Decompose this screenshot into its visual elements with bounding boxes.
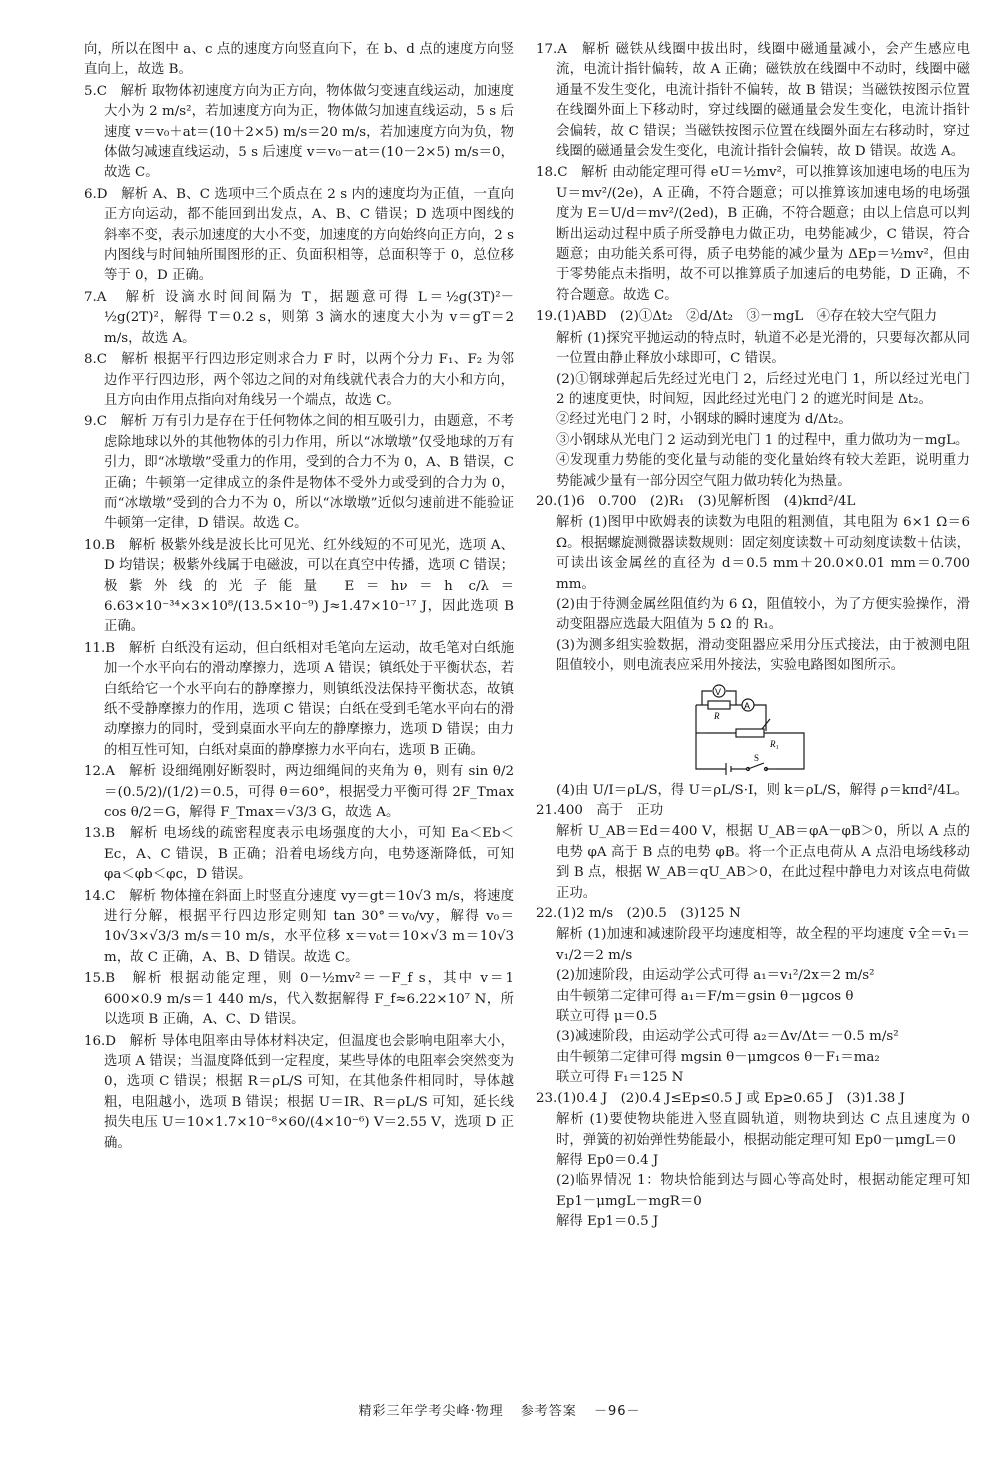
answer-intro: 向，所以在图中 a、c 点的速度方向竖直向下，在 b、d 点的速度方向竖直向上，故选 B。 xyxy=(84,42,514,78)
right-column xyxy=(536,40,970,1233)
answer-22-explain-6: 由牛顿第二定律可得 mgsin θ－μmgcos θ－F₁＝ma₂ xyxy=(556,1049,880,1065)
answer-23-explain-4: 解得 Ep1＝0.5 J xyxy=(556,1214,659,1230)
answer-22-explain-4: 联立可得 μ＝0.5 xyxy=(556,1009,658,1025)
page-number: －96－ xyxy=(593,1404,641,1419)
answer-19-explain-2: (2)①钢球弹起后先经过光电门 2，后经过光电门 1，所以经过光电门 2 的速度更快，时间短，因此经过光电门 2 的遮光时间是 Δt₂。 xyxy=(556,371,970,407)
answer-10: 10.B 解析 极紫外线是波长比可见光、红外线短的不可见光，选项 A、D 均错误；极紫外线属于电磁波，可以在真空中传播，选项 C 错误；极紫外线的光子能量 E＝hν＝h c/λ＝6.63×10⁻³⁴×3×10⁸/(13.5×10⁻⁹) J≈1.47×10⁻¹⁷ J，因此选项 B 正确。 xyxy=(84,537,514,635)
answer-22-explain-2: (2)加速阶段，由运动学公式可得 a₁＝v₁²/2x＝2 m/s² xyxy=(556,968,875,984)
answer-23-explain-1: 解析 (1)要使物块能进入竖直圆轨道，则物块到达 C 点且速度为 0 时，弹簧的初始弹性势能最小，根据动能定理可知 Ep0－μmgL＝0 xyxy=(556,1112,970,1148)
answer-19-explain-3: ②经过光电门 2 时，小钢球的瞬时速度为 d/Δt₂。 xyxy=(556,412,852,428)
answer-13: 13.B 解析 电场线的疏密程度表示电场强度的大小，可知 Ea＜Eb＜Ec，A、C 错误，B 正确；沿着电场线方向，电势逐渐降低，可知 φa＜φb＜φc，D 错误。 xyxy=(84,826,514,883)
answer-18: 18.C 解析 由动能定理可得 eU＝½mv²，可以推算该加速电场的电压为 U＝mv²/(2e)，A 正确，不符合题意；可以推算该加速电场的电场强度为 E＝U/d＝mv²/(2ed)，B 正确，不符合题意；由以上信息可以判断出运动过程中质子所受静电力做正功，电势能减少，C 错误，符合题意；由功能关系可得，质子电势能的减少量为 ΔEp＝½mv²，但由于零势能点未指明，故不可以推算质子加速后的电势能，D 正确，不符合题意。故选 C。 xyxy=(536,165,970,303)
footer-book-title: 精彩三年学考尖峰·物理 xyxy=(358,1404,504,1419)
answer-22-explain-5: (3)减速阶段，由运动学公式可得 a₂＝Δv/Δt＝－0.5 m/s² xyxy=(556,1029,899,1045)
answer-6: 6.D 解析 A、B、C 选项中三个质点在 2 s 内的速度均为正值，一直向正方向运动，都不能回到出发点，A、B、C 错误；D 选项中图线的斜率不变，表示加速度的大小不变，加速度的方向始终向正方向，2 s 内图线与时间轴所围图形的正、负面积相等，总面积等于 0，总位移等于 0，D 正确。 xyxy=(84,186,514,284)
answer-20-explain-2: (2)由于待测金属丝阻值约为 6 Ω，阻值较小，为了方便实验操作，滑动变阻器应选最大阻值为 5 Ω 的 R₁。 xyxy=(556,596,970,633)
answer-19-explain-4: ③小钢球从光电门 2 运动到光电门 1 的过程中，重力做功为－mgL。 xyxy=(556,432,969,448)
answer-14: 14.C 解析 物体撞在斜面上时竖直分速度 vy＝gt＝10√3 m/s，将速度进行分解，根据平行四边形定则知 tan 30°＝v₀/vy，解得 v₀＝10√3×√3/3 m/s＝10 m/s，水平位移 x＝v₀t＝10×√3 m＝10√3 m，故 C 正确，A、B、D 错误。故选 C。 xyxy=(84,888,514,965)
answer-9: 9.C 解析 万有引力是存在于任何物体之间的相互吸引力，由题意，不考虑除地球以外的其他物体的引力作用，所以“冰墩墩”仅受地球的万有引力，即“冰墩墩”受重力的作用，受到的合力不为 0，A、B 错误，C 正确；牛顿第一定律成立的条件是物体不受外力或受到的合力为 0，而“冰墩墩”受到的合力不为 0，所以“冰墩墩”近似匀速前进不能验证牛顿第一定律，D 错误。故选 C。 xyxy=(84,414,514,532)
ammeter-label: A xyxy=(744,700,751,711)
answer-5: 5.C 解析 取物体初速度方向为正方向，物体做匀变速直线运动，加速度大小为 2 m/s²，若加速度方向为正，物体做匀加速直线运动，5 s 后速度 v＝v₀＋at＝(10＋2×5) m/s＝20 m/s，若加速度方向为负，物体做匀减速直线运动，5 s 后速度 v＝v₀－at＝(10－2×5) m/s＝0，故选 C。 xyxy=(84,83,514,181)
answer-21-key: 21.400 高于 正功 xyxy=(536,803,664,818)
circuit-diagram xyxy=(686,683,816,775)
answer-17: 17.A 解析 磁铁从线圈中拔出时，线圈中磁通量减小，会产生感应电流，电流计指针偏转，故 A 正确；磁铁放在线圈中不动时，线圈中磁通量不发生变化，电流计指针不偏转，故 B 错误；当磁铁按图示位置在线圈外面上下移动时，穿过线圈的磁通量会发生变化，电流计指针会偏转，故 C 错误；当磁铁按图示位置在线圈外面左右移动时，穿过线圈的磁通量会发生变化，电流计指针会偏转，故 D 错误。故选 A。 xyxy=(536,42,970,160)
page-footer xyxy=(0,1400,999,1419)
answer-12: 12.A 解析 设细绳刚好断裂时，两边细绳间的夹角为 θ，则有 sin θ/2＝(0.5/2)/(1/2)＝0.5，可得 θ＝60°，根据受力平衡可得 2F_Tmax cos θ/2＝G，解得 F_Tmax＝√3/3 G，故选 A。 xyxy=(84,764,514,821)
answer-11: 11.B 解析 白纸没有运动，但白纸相对毛笔向左运动，故毛笔对白纸施加一个水平向右的滑动摩擦力，选项 A 错误；镇纸处于平衡状态，若白纸给它一个水平向右的静摩擦力，则镇纸没法保持平衡状态，故镇纸不受静摩擦力的作用，选项 C 错误；白纸在受到毛笔水平向右的滑动摩擦力的同时，受到桌面水平向左的静摩擦力，选项 D 错误；由力的相互性可知，白纸对桌面的静摩擦力水平向右，选项 B 正确。 xyxy=(84,640,514,758)
answer-19-key: 19.(1)ABD (2)①Δt₂ ②d/Δt₂ ③－mgL ④存在较大空气阻力 xyxy=(536,309,938,325)
answer-22-key: 22.(1)2 m/s (2)0.5 (3)125 N xyxy=(536,906,741,922)
answer-22-explain-7: 联立可得 F₁＝125 N xyxy=(556,1070,684,1086)
answer-20-explain-3: (3)为测多组实验数据，滑动变阻器应采用分压式接法，由于被测电阻阻值较小，则电流表应采用外接法，实验电路图如图所示。 xyxy=(556,637,970,674)
rheostat-label: R₁ xyxy=(770,738,779,749)
answer-19-explain-1: 解析 (1)探究平抛运动的特点时，轨道不必是光滑的，只要每次都从同一位置由静止释放小球即可，C 错误。 xyxy=(556,330,970,367)
answer-23-explain-3: (2)临界情况 1：物块恰能到达与圆心等高处时，根据动能定理可知 Ep1－μmgL－mgR＝0 xyxy=(556,1173,970,1209)
answer-15: 15.B 解析 根据动能定理，则 0－½mv²＝－F_f s，其中 v＝1 600×0.9 m/s＝1 440 m/s，代入数据解得 F_f≈6.22×10⁷ N，所以选项 B 正确，A、C、D 错误。 xyxy=(84,971,514,1028)
answer-7: 7.A 解析 设滴水时间间隔为 T，据题意可得 L＝½g(3T)²－½g(2T)²，解得 T＝0.2 s，则第 3 滴水的速度大小为 v＝gT＝2 m/s，故选 A。 xyxy=(84,289,514,346)
answer-22-explain-1: 解析 (1)加速和减速阶段平均速度相等，故全程的平均速度 v̄全＝v̄₁＝v₁/2＝2 m/s xyxy=(556,927,970,963)
answer-19-explain-5: ④发现重力势能的变化量与动能的变化量始终有较大差距，说明重力势能减少量有一部分因空气阻力做功转化为热量。 xyxy=(556,453,970,489)
answer-20-explain-4: (4)由 U/I＝ρL/S，得 U＝ρL/S·I，则 k＝ρL/S，解得 ρ＝kπd²/4L。 xyxy=(556,782,969,798)
answer-23-explain-2: 解得 Ep0＝0.4 J xyxy=(556,1152,659,1168)
resistor-label: R xyxy=(714,710,720,721)
answer-20-key: 20.(1)6 0.700 (2)R₁ (3)见解析图 (4)kπd²/4L xyxy=(536,493,856,509)
answer-16: 16.D 解析 导体电阻率由导体材料决定，但温度也会影响电阻率大小，选项 A 错误；当温度降低到一定程度，某些导体的电阻率会突然变为 0，选项 C 错误；根据 R＝ρL/S 可知，在其他条件相同时，导体越粗，电阻越小，选项 B 错误；根据 U＝IR、R＝ρL/S 可知，延长线损失电压 U＝10×1.7×10⁻⁸×60/(4×10⁻⁶) V＝2.55 V，选项 D 正确。 xyxy=(84,1033,514,1151)
answer-21-explain: 解析 U_AB＝Ed＝400 V，根据 U_AB＝φA－φB＞0，所以 A 点的电势 φA 高于 B 点的电势 φB。将一个正点电荷从 A 点沿电场线移动到 B 点，根据 W_AB＝qU_AB＞0，在此过程中静电力对该点电荷做正功。 xyxy=(556,824,970,901)
footer-section: 参考答案 xyxy=(520,1404,577,1419)
left-column xyxy=(84,40,514,1155)
switch-label: S xyxy=(754,752,760,763)
voltmeter-label: V xyxy=(715,686,722,697)
answer-23-key: 23.(1)0.4 J (2)0.4 J≤Ep≤0.5 J 或 Ep≥0.65 J (3)1.38 J xyxy=(536,1090,905,1106)
answer-8: 8.C 解析 根据平行四边形定则求合力 F 时，以两个分力 F₁、F₂ 为邻边作平行四边形，两个邻边之间的对角线就代表合力的大小和方向，且方向由作用点指向对角线另一个端点，故选 C。 xyxy=(84,352,514,408)
answer-22-explain-3: 由牛顿第二定律可得 a₁＝F/m＝gsin θ－μgcos θ xyxy=(556,988,854,1004)
answer-20-explain-1: 解析 (1)图甲中欧姆表的读数为电阻的粗测值，其电阻为 6×1 Ω＝6 Ω。根据螺旋测微器读数规则：固定刻度读数＋可动刻度读数＋估读，可读出该金属丝的直径为 d＝0.5 mm＋20.0×0.01 mm＝0.700 mm。 xyxy=(556,515,970,592)
